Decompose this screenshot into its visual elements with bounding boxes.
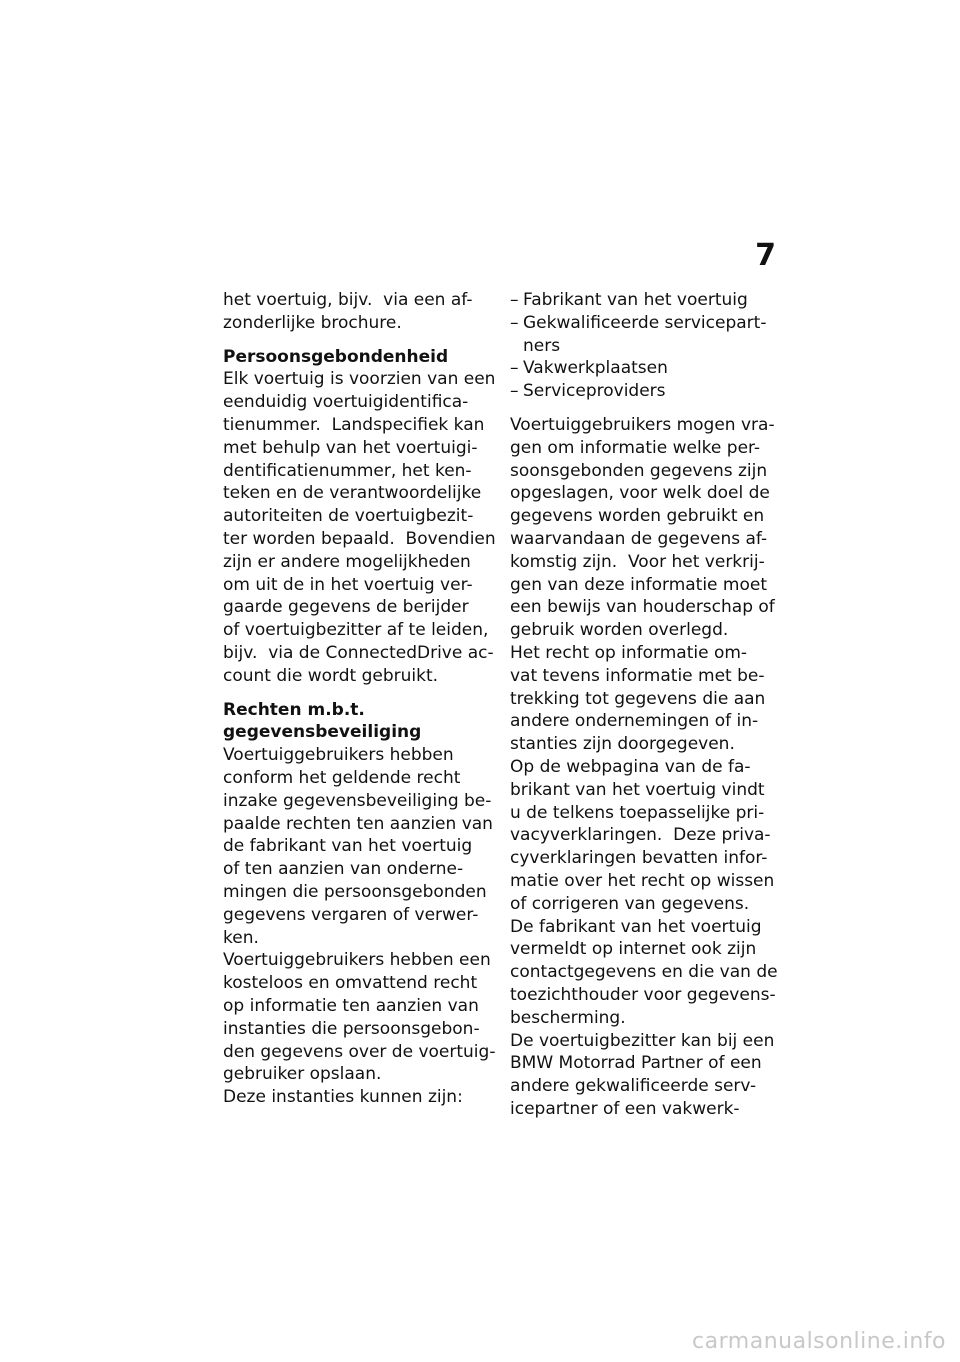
- text-line: een bewijs van houderschap of: [510, 597, 775, 618]
- text-line: brikant van het voertuig vindt: [510, 779, 765, 800]
- list-item-text: Fabrikant van het voertuig: [523, 290, 748, 310]
- text-line: bijv. via de ConnectedDrive ac-: [223, 642, 494, 663]
- text-line: kosteloos en omvattend recht: [223, 973, 478, 994]
- list-bullet: –: [510, 381, 519, 402]
- list-item-text: ners: [523, 335, 561, 356]
- text-line: inzake gegevensbeveiliging be-: [223, 790, 492, 811]
- text-line: BMW Motorrad Partner of een: [510, 1053, 762, 1074]
- section-gegevensbeveiliging: [223, 699, 495, 1109]
- list-item-text: Serviceproviders: [523, 381, 666, 402]
- list-item: [510, 335, 782, 358]
- section-heading: Persoonsgebondenheid: [223, 346, 449, 367]
- list-item: [510, 380, 782, 403]
- text-line: vermeldt op internet ook zijn: [510, 939, 757, 960]
- section-heading: gegevensbeveiliging: [223, 722, 422, 743]
- text-line: vat tevens informatie met be-: [510, 665, 765, 686]
- text-line: De voertuigbezitter kan bij een: [510, 1030, 775, 1051]
- text-line: matie over het recht op wissen: [510, 870, 775, 891]
- text-line: mingen die persoonsgebonden: [223, 881, 487, 902]
- instances-list: [510, 289, 782, 403]
- text-line: de fabrikant van het voertuig: [223, 836, 473, 857]
- text-line: contactgegevens en die van de: [510, 962, 778, 983]
- text-line: gegevens vergaren of verwer-: [223, 904, 479, 925]
- text-line: Voertuiggebruikers hebben: [223, 745, 454, 766]
- intro-paragraph: [223, 289, 495, 335]
- text-line: gaarde gegevens de berijder: [223, 597, 469, 618]
- text-line: andere gekwalificeerde serv-: [510, 1076, 757, 1097]
- text-line: gebruik worden overlegd.: [510, 620, 729, 641]
- text-line: opgeslagen, voor welk doel de: [510, 483, 770, 504]
- left-column: [223, 289, 495, 1109]
- text-line: of corrigeren van gegevens.: [510, 893, 750, 914]
- text-line: icepartner of een vakwerk-: [510, 1098, 740, 1119]
- list-bullet: –: [510, 358, 519, 379]
- text-line: cyverklaringen bevatten infor-: [510, 848, 768, 869]
- list-item: [510, 357, 782, 380]
- text-line: count die wordt gebruikt.: [223, 665, 439, 686]
- text-line: zijn er andere mogelijkheden: [223, 551, 471, 572]
- text-line: den gegevens over de voertuig-: [223, 1041, 496, 1062]
- text-line: bescherming.: [510, 1007, 626, 1028]
- text-line: tienummer. Landspecifiek kan: [223, 414, 485, 435]
- text-line: komstig zijn. Voor het verkrij-: [510, 551, 765, 572]
- text-line: soonsgebonden gegevens zijn: [510, 460, 768, 481]
- list-item-text: Vakwerkplaatsen: [523, 358, 668, 379]
- text-line: Het recht op informatie om-: [510, 642, 748, 663]
- text-line: gen van deze informatie moet: [510, 574, 768, 595]
- text-line: ter worden bepaald. Bovendien: [223, 528, 496, 549]
- list-item: [510, 289, 782, 312]
- page-number: 7: [755, 238, 776, 273]
- list-item: [510, 312, 782, 335]
- text-line: gen om informatie welke per-: [510, 437, 761, 458]
- text-line: dentificatienummer, het ken-: [223, 460, 472, 481]
- text-line: De fabrikant van het voertuig: [510, 916, 762, 937]
- section-heading: Rechten m.b.t.: [223, 699, 365, 720]
- text-line: het voertuig, bijv. via een af-: [223, 290, 473, 310]
- text-line: paalde rechten ten aanzien van: [223, 813, 493, 834]
- text-line: stanties zijn doorgegeven.: [510, 734, 735, 755]
- text-line: ken.: [223, 927, 259, 948]
- text-line: instanties die persoonsgebon-: [223, 1018, 480, 1039]
- text-line: Voertuiggebruikers hebben een: [223, 950, 491, 971]
- text-line: of voertuigbezitter af te leiden,: [223, 620, 489, 641]
- text-line: u de telkens toepasselijke pri-: [510, 802, 765, 823]
- text-line: met behulp van het voertuigi-: [223, 437, 478, 458]
- text-line: gebruiker opslaan.: [223, 1064, 382, 1085]
- text-line: Op de webpagina van de fa-: [510, 756, 751, 777]
- text-line: eenduidig voertuigidentifica-: [223, 392, 469, 413]
- text-line: autoriteiten de voertuigbezit-: [223, 506, 474, 527]
- list-item-text: Gekwalificeerde servicepart-: [523, 312, 767, 333]
- text-line: op informatie ten aanzien van: [223, 995, 479, 1016]
- text-line: om uit de in het voertuig ver-: [223, 574, 473, 595]
- text-line: trekking tot gegevens die aan: [510, 688, 766, 709]
- list-bullet: –: [510, 312, 519, 333]
- text-line: Elk voertuig is voorzien van een: [223, 369, 496, 390]
- rights-paragraph: [510, 414, 782, 1121]
- watermark: carmanualsonline.info: [692, 1329, 946, 1354]
- text-line: of ten aanzien van onderne-: [223, 859, 464, 880]
- text-line: Voertuiggebruikers mogen vra-: [510, 414, 775, 435]
- list-bullet: –: [510, 290, 519, 310]
- text-line: Deze instanties kunnen zijn:: [223, 1087, 463, 1108]
- text-line: andere ondernemingen of in-: [510, 711, 759, 732]
- text-line: waarvandaan de gegevens af-: [510, 528, 768, 549]
- text-line: zonderlijke brochure.: [223, 312, 402, 333]
- section-persoonsgebondenheid: [223, 346, 495, 688]
- text-line: teken en de verantwoordelijke: [223, 483, 482, 504]
- right-column: [510, 289, 782, 1121]
- text-line: vacyverklaringen. Deze priva-: [510, 825, 771, 846]
- text-line: gegevens worden gebruikt en: [510, 506, 765, 527]
- text-line: conform het geldende recht: [223, 767, 461, 788]
- text-line: toezichthouder voor gegevens-: [510, 984, 776, 1005]
